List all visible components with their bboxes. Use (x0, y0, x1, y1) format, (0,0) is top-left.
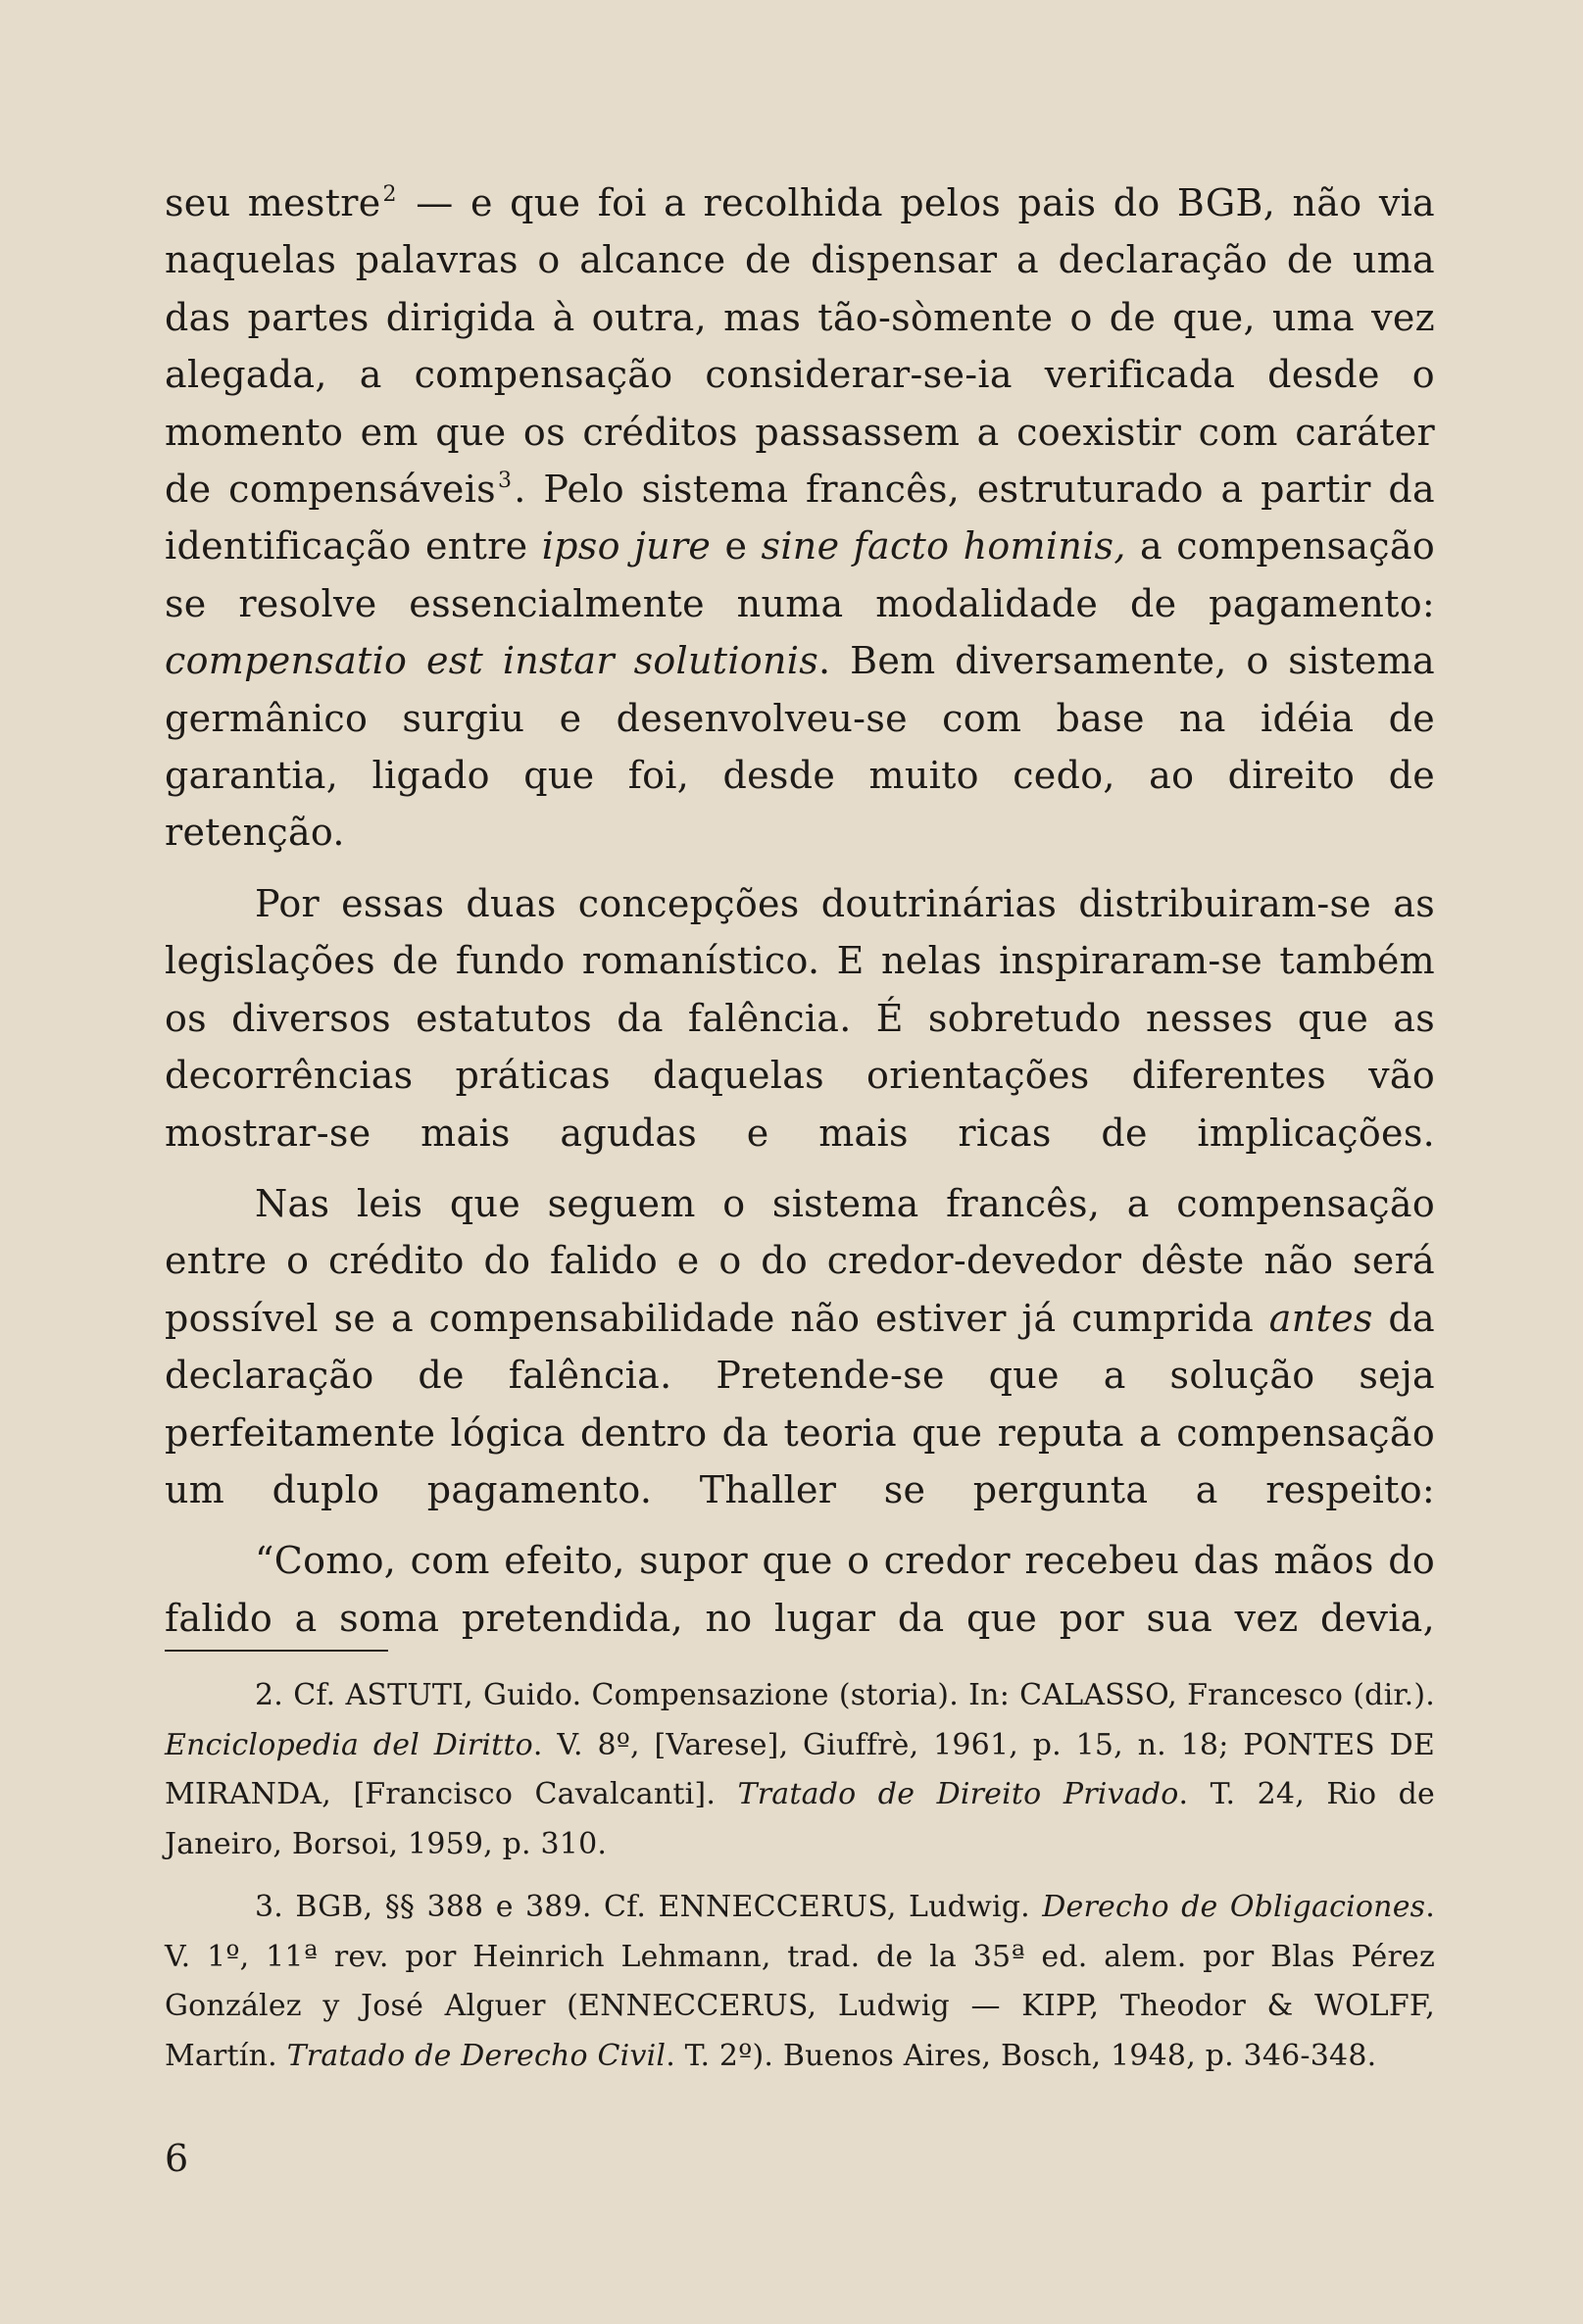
paragraph-3 (165, 1175, 1435, 1518)
footnote-3 (165, 1883, 1435, 2081)
page-body (165, 174, 1435, 1647)
text-run: . V. 8º, [Varese], Giuffrè, 1961, p. 15, n. 18; PONTES DE MIRANDA, [Francisco Cavalcanti]. (165, 1727, 1436, 1811)
text-run: da declaração de falência. Pretende-se que a solução seja perfeitamente lógica dentro da teoria que reputa a compensação um duplo pagamento. Thaller se pergunta a respeito: (165, 1296, 1435, 1511)
text-run: — e que foi a recolhida pelos pais do BGB, não via naquelas palavras o alcance de dispensar a declaração de uma das partes dirigida à outra, mas tão-sòmente o de que, uma vez alegada, a compensação considerar-se-ia verificada desde o momento em que os créditos passassem a coexistir com caráter de compensáveis (165, 181, 1435, 512)
footnote-ref-2[interactable]: 2 (382, 182, 397, 207)
italic-term: sine facto hominis, (761, 524, 1126, 569)
text-run: e (711, 524, 762, 569)
footnotes (165, 1671, 1435, 2081)
text-run: seu mestre (165, 181, 381, 224)
paragraph-2 (165, 875, 1435, 1162)
text-run: . Pelo sistema francês, estruturado a partir da identificação entre (165, 468, 1435, 569)
footnote-2 (165, 1671, 1435, 1869)
italic-title: Enciclopedia del Diritto (165, 1727, 533, 1762)
page-number: 6 (165, 2137, 189, 2180)
text-run: . T. 2º). Buenos Aires, Bosch, 1948, p. 346-348. (666, 2038, 1377, 2073)
text-run: Por essas duas concepções doutrinárias distribuiram-se as legislações de fundo romanístico. E nelas inspiraram-se também os diversos estatutos da falência. É sobretudo nesses que as decorrências práticas daquelas orientações diferentes vão mostrar-se mais agudas e mais ricas de implicações. (165, 881, 1435, 1155)
text-run: 3. BGB, §§ 388 e 389. Cf. ENNECCERUS, Ludwig. (255, 1890, 1043, 1924)
footnote-divider (165, 1650, 388, 1652)
italic-term: ipso jure (541, 524, 712, 569)
italic-title: Tratado de Derecho Civil (286, 2038, 667, 2073)
text-run: a compensação se resolve essencialmente numa modalidade de pagamento: (165, 524, 1436, 625)
italic-title: Derecho de Obligaciones (1042, 1890, 1426, 1924)
text-run: . Bem diversamente, o sistema germânico surgiu e desenvolveu-se com base na idéia de garantia, ligado que foi, desde muito cedo, ao direito de retenção. (165, 639, 1435, 855)
text-run: 2. Cf. ASTUTI, Guido. Compensazione (storia). In: CALASSO, Francesco (dir.). (255, 1678, 1435, 1712)
paragraph-4-quote (165, 1532, 1435, 1647)
italic-term: antes (1268, 1296, 1373, 1340)
text-run: Nas leis que seguem o sistema francês, a compensação entre o crédito do falido e o do credor-devedor dêste não será possível se a compensabilidade não estiver já cumprida (165, 1181, 1435, 1340)
italic-title: Tratado de Direito Privado (737, 1777, 1179, 1811)
paragraph-1 (165, 174, 1435, 862)
text-run: . V. 1º, 11ª rev. por Heinrich Lehmann, trad. de la 35ª ed. alem. por Blas Pérez González y José Alguer (ENNECCERUS, Ludwig — KIPP, Theodor & WOLFF, Martín. (165, 1890, 1435, 2073)
text-run: “Como, com efeito, supor que o credor recebeu das mãos do falido a soma pretendida, no lugar da que por sua vez devia, (165, 1539, 1435, 1640)
italic-term: compensatio est instar solutionis (165, 639, 819, 683)
text-run: . T. 24, Rio de Janeiro, Borsoi, 1959, p. 310. (165, 1777, 1435, 1861)
footnote-ref-3[interactable]: 3 (497, 469, 513, 494)
